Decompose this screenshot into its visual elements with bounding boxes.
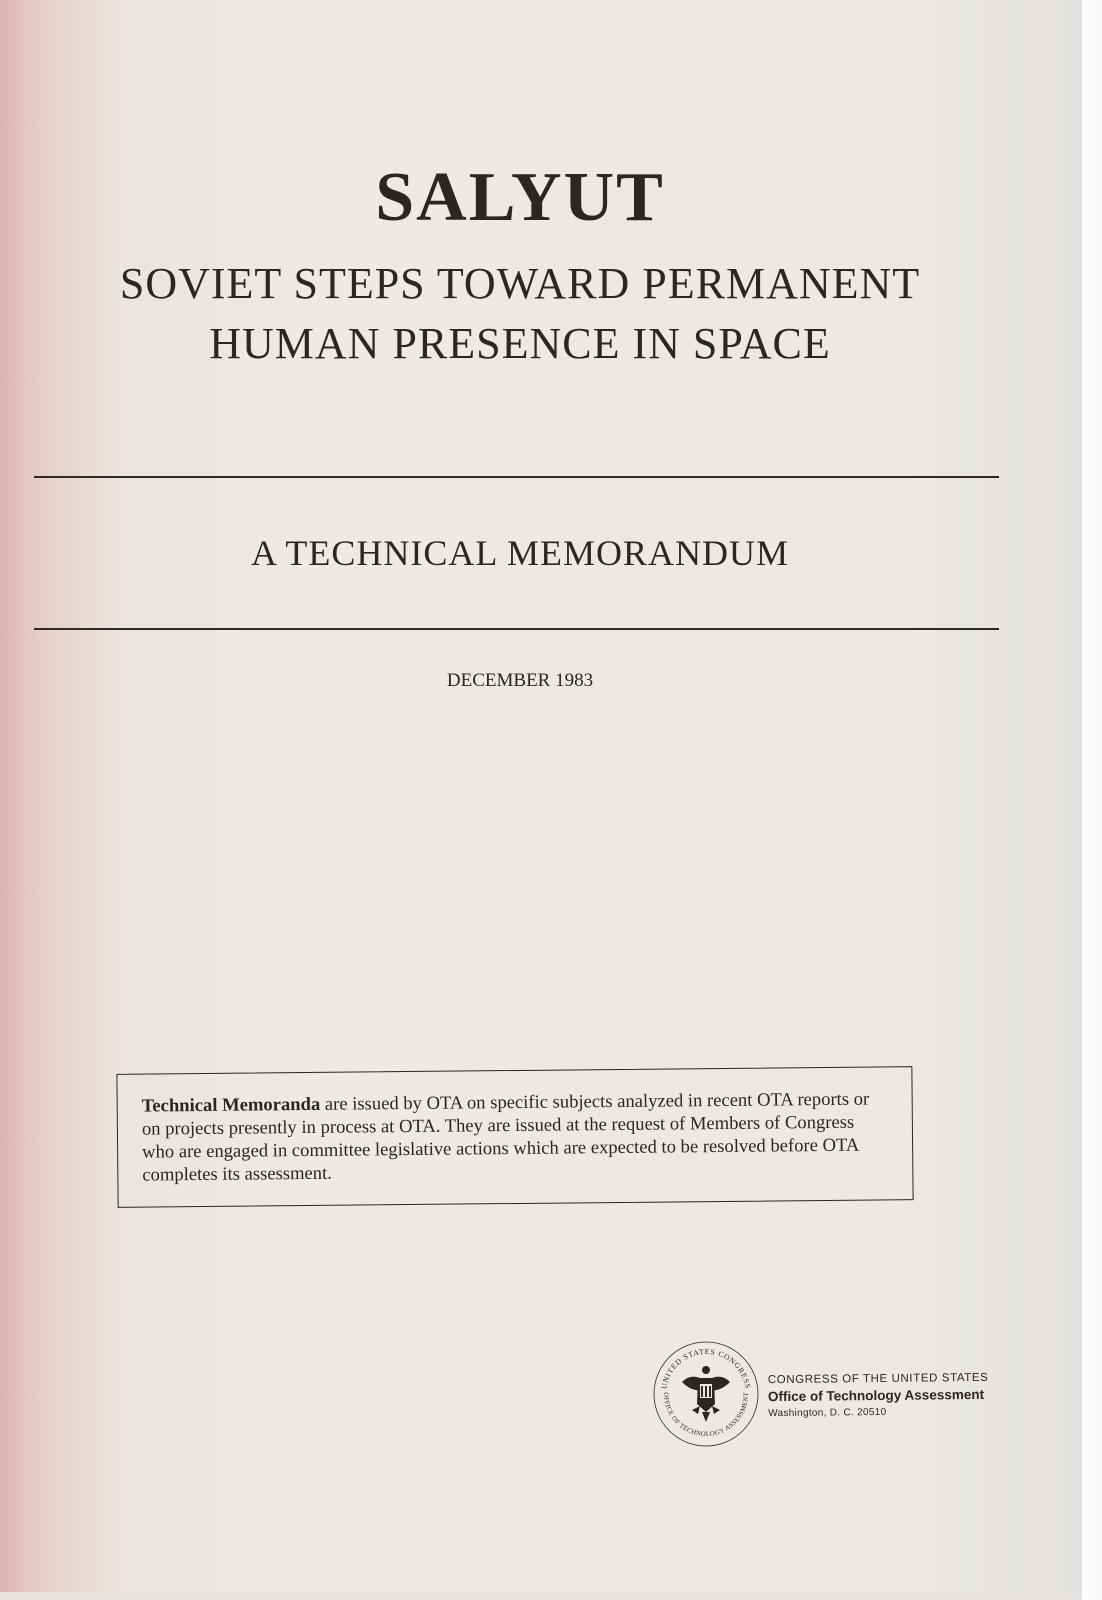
technical-memoranda-notice-box [116,1066,913,1208]
seal-text-top: UNITED STATES CONGRESS [659,1346,753,1390]
publisher-block [768,1372,989,1419]
publisher-congress: CONGRESS OF THE UNITED STATES [767,1371,989,1387]
publisher-office: Office of Technology Assessment [767,1386,985,1405]
seal-text-bottom: OFFICE OF TECHNOLOGY ASSESSMENT [661,1392,751,1439]
horizontal-rule-top [34,476,999,478]
notice-body-text: are issued by OTA on specific subjects analyzed in recent OTA reports or on projects presently in process at OTA. They are issued at the request of Members of Congress who are engaged in committee legislative actions which are expected to be resolved before OTA completes its assessment. [141,1088,870,1186]
document-subtitle-line2: HUMAN PRESENCE IN SPACE [209,319,831,368]
document-subtitle-line1: SOVIET STEPS TOWARD PERMANENT [119,259,921,308]
background-edge [1082,0,1102,1600]
publisher-address: Washington, D. C. 20510 [768,1406,887,1420]
ota-seal-icon [652,1340,760,1448]
horizontal-rule-bottom [34,628,999,630]
eagle-emblem-icon [682,1366,730,1422]
notice-lead-text: Technical Memoranda [141,1093,321,1117]
memo-type-heading: A TECHNICAL MEMORANDUM [250,533,790,573]
publication-date: DECEMBER 1983 [446,670,594,691]
document-title: SALYUT [375,159,665,236]
